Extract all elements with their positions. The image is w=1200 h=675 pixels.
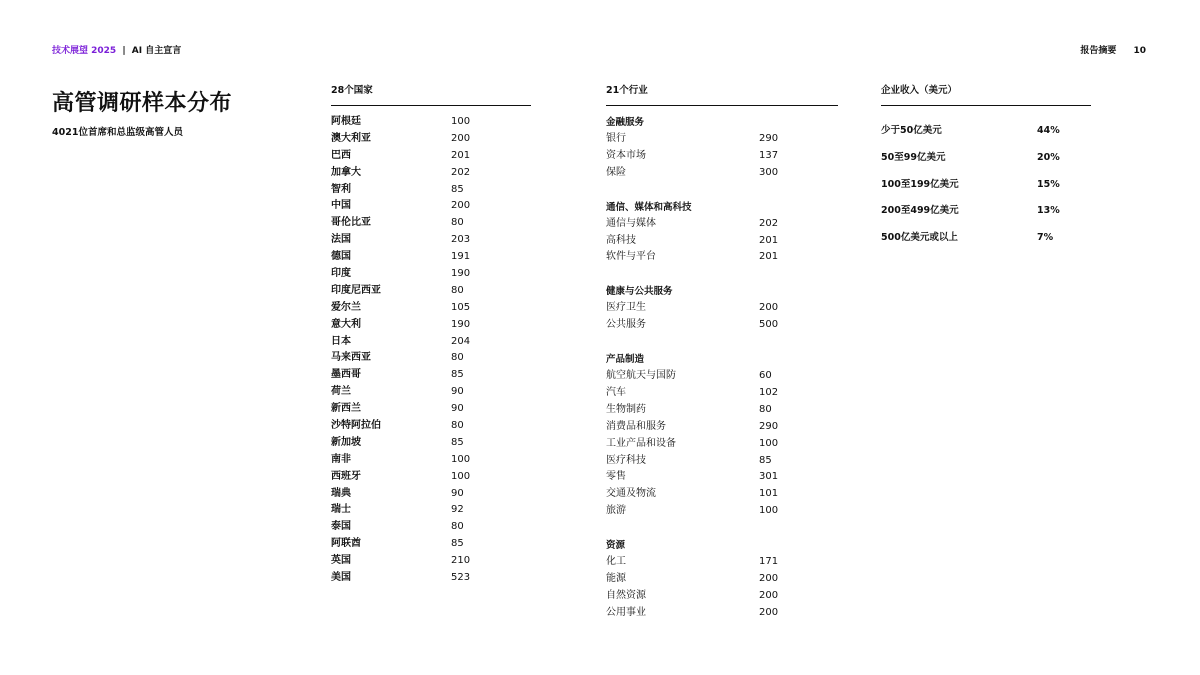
country-row-value: 90 [451,403,464,415]
industry-row [606,368,838,385]
country-row [331,553,531,570]
industry-row-label: 工业产品和设备 [606,437,676,449]
country-row-value: 191 [451,251,471,263]
country-row [331,317,531,334]
industry-row [606,385,838,402]
revenue-row-value: 7% [1037,232,1054,244]
country-row-value: 80 [451,284,464,296]
industry-row [606,554,838,571]
country-row [331,418,531,435]
industry-row-label: 资本市场 [606,149,646,161]
country-row-label: 南非 [331,453,351,465]
industry-row-value: 102 [759,387,779,399]
industry-row-label: 航空航天与国防 [606,370,676,382]
industry-group-heading: 健康与公共服务 [606,286,673,298]
industry-row-label: 公共服务 [606,319,646,331]
country-row-value: 190 [451,318,471,330]
industry-row-label: 软件与平台 [606,251,656,263]
industry-group-heading: 金融服务 [606,117,645,128]
country-row-label: 日本 [331,335,351,347]
industry-row-value: 301 [759,471,779,483]
industry-row-value: 80 [759,403,772,415]
country-row-label: 阿根廷 [331,116,361,127]
industry-row-value: 137 [759,149,779,161]
industry-row-label: 汽车 [606,387,626,399]
country-row-value: 80 [451,352,464,364]
industry-row-label: 公用事业 [606,606,646,618]
industry-row-label: 交通及物流 [606,488,656,500]
industry-row-label: 化工 [606,556,626,568]
industry-row-value: 500 [759,319,779,331]
section-label: 报告摘要 [1080,46,1117,56]
industry-row [606,131,838,148]
country-row-value: 523 [451,572,471,584]
country-row-value: 80 [451,420,464,432]
country-row [331,334,531,351]
country-row-label: 美国 [331,572,351,584]
industry-row-label: 能源 [606,573,626,585]
countries-column [331,82,531,587]
header-breadcrumb [52,43,181,56]
country-row-label: 新西兰 [331,403,361,415]
industry-row-value: 200 [759,606,779,618]
industry-row-label: 医疗卫生 [606,302,646,314]
revenue-row-value: 15% [1037,178,1060,190]
country-row-value: 80 [451,217,464,229]
revenue-row-label: 200至499亿美元 [881,205,959,217]
industry-group-heading: 通信、媒体和高科技 [606,201,692,213]
country-row-value: 201 [451,149,471,161]
revenue-row [881,225,1091,252]
industry-row [606,469,838,486]
revenue-row [881,172,1091,199]
industry-row-value: 290 [759,420,779,432]
industry-row [606,605,838,622]
countries-heading: 28个国家 [331,82,531,106]
country-row [331,215,531,232]
revenue-heading: 企业收入（美元） [881,82,1091,106]
industry-group [606,199,838,267]
page-number: 10 [1133,46,1146,56]
country-row-value: 100 [451,470,471,482]
country-row-value: 100 [451,116,471,127]
industry-row [606,233,838,250]
revenue-row-label: 50至99亿美元 [881,151,946,163]
country-row-label: 英国 [331,555,351,567]
country-row-value: 200 [451,132,471,144]
revenue-column [881,82,1091,252]
industry-row-label: 消费品和服务 [606,420,666,432]
country-row-label: 阿联酋 [331,538,361,550]
industry-row-label: 银行 [606,133,626,144]
revenue-row [881,118,1091,145]
revenue-row-value: 20% [1037,151,1060,163]
country-row [331,148,531,165]
country-row-label: 加拿大 [331,166,361,178]
industry-group-heading: 资源 [606,540,626,552]
country-row [331,249,531,266]
country-row-value: 90 [451,487,464,499]
page-title: 高管调研样本分布 [52,91,233,116]
industry-row [606,317,838,334]
industry-row [606,503,838,520]
revenue-row-value: 44% [1037,125,1060,136]
page-subtitle: 4021位首席和总监级高管人员 [52,127,183,138]
country-row-value: 204 [451,335,471,347]
industry-row [606,436,838,453]
report-brand: 技术展望 2025 [52,46,117,56]
industry-row-label: 保险 [606,166,626,178]
industry-row [606,402,838,419]
country-row-value: 85 [451,183,464,195]
country-row-label: 印度 [331,268,351,280]
industry-row-value: 201 [759,251,779,263]
country-row-label: 马来西亚 [331,352,371,364]
country-row-label: 印度尼西亚 [331,284,381,296]
country-row [331,114,531,131]
country-row-value: 105 [451,301,471,313]
industry-row-label: 高科技 [606,234,636,246]
country-row [331,165,531,182]
country-row [331,367,531,384]
industry-row [606,300,838,317]
industry-row-label: 自然资源 [606,589,646,601]
country-row [331,266,531,283]
country-row-label: 荷兰 [331,386,351,398]
country-row-value: 190 [451,268,471,280]
country-row-value: 80 [451,521,464,533]
industry-row-value: 290 [759,133,779,144]
revenue-list [881,118,1091,252]
header-separator: | [122,46,126,56]
industry-row [606,571,838,588]
industry-row-value: 200 [759,302,779,314]
country-row-value: 200 [451,200,471,212]
country-row [331,469,531,486]
industries-list [606,114,838,622]
country-row [331,519,531,536]
industry-row-label: 生物制药 [606,403,646,415]
country-row-label: 澳大利亚 [331,132,371,144]
revenue-row-label: 500亿美元或以上 [881,232,958,244]
country-row-value: 100 [451,453,471,465]
industry-row-value: 200 [759,573,779,585]
industry-row-value: 200 [759,589,779,601]
industry-group [606,114,838,182]
country-row-value: 85 [451,369,464,381]
report-subtitle: AI 自主宣言 [131,46,182,56]
country-row [331,131,531,148]
industry-row [606,588,838,605]
country-row [331,198,531,215]
header-section [1080,43,1146,56]
industry-row-value: 171 [759,556,779,568]
industry-row-label: 旅游 [606,505,626,517]
industry-row-label: 零售 [606,471,626,483]
country-row-value: 90 [451,386,464,398]
countries-list [331,114,531,587]
revenue-row-label: 100至199亿美元 [881,178,959,190]
country-row-value: 85 [451,538,464,550]
country-row [331,283,531,300]
industry-row-value: 300 [759,166,779,178]
country-row-label: 墨西哥 [331,369,361,381]
industries-column [606,82,838,639]
country-row [331,232,531,249]
revenue-row [881,198,1091,225]
revenue-row [881,145,1091,172]
country-row-label: 新加坡 [331,436,361,448]
industry-row-value: 85 [759,454,772,466]
industry-group [606,351,838,520]
industry-row [606,419,838,436]
industry-row-label: 医疗科技 [606,454,646,466]
country-row [331,300,531,317]
country-row-label: 瑞士 [331,504,351,516]
country-row-value: 85 [451,436,464,448]
country-row-label: 哥伦比亚 [331,217,371,229]
country-row-label: 瑞典 [331,487,351,499]
country-row-label: 中国 [331,200,351,212]
industry-row [606,216,838,233]
industry-row-value: 201 [759,234,779,246]
industry-row [606,486,838,503]
country-row-value: 203 [451,234,471,246]
industry-row-value: 100 [759,437,779,449]
industry-row-value: 202 [759,217,779,229]
country-row-label: 法国 [331,234,351,246]
revenue-row-value: 13% [1037,205,1060,217]
country-row-label: 意大利 [331,318,361,330]
country-row [331,452,531,469]
industry-group [606,537,838,622]
country-row-label: 沙特阿拉伯 [331,420,381,432]
industry-row [606,165,838,182]
country-row-label: 巴西 [331,149,351,161]
industry-row [606,453,838,470]
country-row-label: 爱尔兰 [331,301,361,313]
industry-row [606,148,838,165]
industry-row-label: 通信与媒体 [606,217,656,229]
country-row [331,536,531,553]
country-row-label: 智利 [331,183,351,195]
country-row [331,486,531,503]
country-row-value: 210 [451,555,471,567]
country-row-label: 泰国 [331,521,351,533]
country-row-value: 92 [451,504,464,516]
industry-row-value: 60 [759,370,772,382]
industry-row-value: 101 [759,488,779,500]
country-row [331,384,531,401]
revenue-row-label: 少于50亿美元 [881,125,942,136]
country-row [331,502,531,519]
country-row-label: 德国 [331,251,351,263]
country-row [331,401,531,418]
country-row [331,435,531,452]
industry-group-heading: 产品制造 [606,354,645,366]
industries-heading: 21个行业 [606,82,838,106]
country-row-label: 西班牙 [331,470,361,482]
country-row [331,570,531,587]
industry-row-value: 100 [759,505,779,517]
country-row [331,182,531,199]
industry-group [606,283,838,334]
industry-row [606,249,838,266]
country-row [331,350,531,367]
country-row-value: 202 [451,166,471,178]
